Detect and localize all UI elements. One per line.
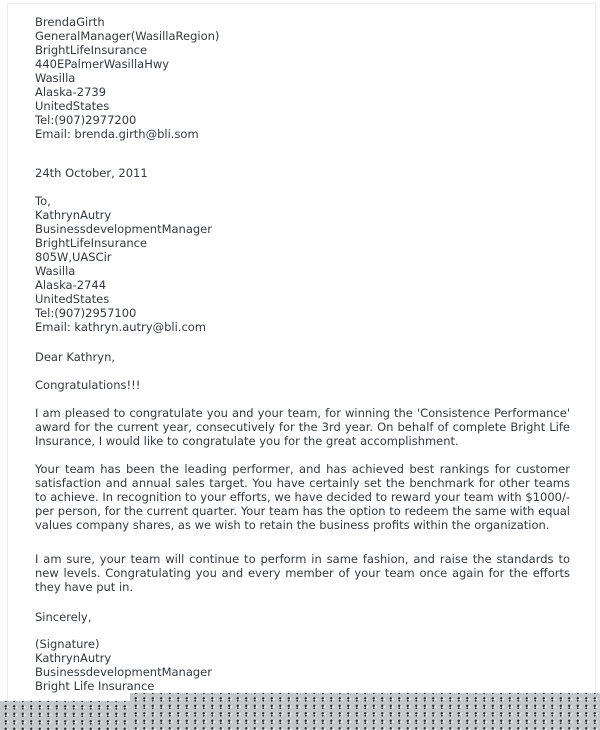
sender-phone: Tel:(907)2977200 xyxy=(35,113,137,127)
body-paragraph-3: I am sure, your team will continue to perform in same fashion, and raise the standards to new levels. Congratulating you and every member of your team once again for the efforts they have put in. xyxy=(35,552,570,594)
recipient-phone: Tel:(907)2957100 xyxy=(35,306,137,320)
recipient-address-block xyxy=(35,194,570,334)
recipient-title: BusinessdevelopmentManager xyxy=(35,222,212,236)
sender-company: BrightLifeInsurance xyxy=(35,43,148,57)
recipient-company: BrightLifeInsurance xyxy=(35,236,148,250)
congratulations-line: Congratulations!!! xyxy=(35,378,141,392)
sender-email: Email: brenda.girth@bli.som xyxy=(35,127,199,141)
recipient-to-label: To, xyxy=(35,194,51,208)
sender-street: 440EPalmerWasillaHwy xyxy=(35,57,170,71)
sender-address-block xyxy=(35,15,570,141)
recipient-state-zip: Alaska-2744 xyxy=(35,278,107,292)
letter-date: 24th October, 2011 xyxy=(35,166,148,180)
page-border-top xyxy=(7,3,596,4)
recipient-street: 805W,UASCir xyxy=(35,250,112,264)
recipient-city: Wasilla xyxy=(35,264,76,278)
recipient-email: Email: kathryn.autry@bli.com xyxy=(35,320,207,334)
signature-name: KathrynAutry xyxy=(35,651,112,665)
cutoff-dither-pattern-left xyxy=(0,701,130,730)
page-border-left xyxy=(7,3,8,730)
page-border-right xyxy=(595,3,596,730)
body-paragraph-1: I am pleased to congratulate you and your team, for winning the 'Consistence Performance' award for the current year, consecutively for the 3rd year. On behalf of complete Bright Life Insurance, I would like to congratulate you for the great accomplishment. xyxy=(35,406,570,448)
signature-company: Bright Life Insurance xyxy=(35,679,155,693)
sender-city: Wasilla xyxy=(35,71,76,85)
letter-content xyxy=(35,15,570,693)
body-paragraph-2: Your team has been the leading performer, and has achieved best rankings for customer satisfaction and annual sales target. You have certainly set the benchmark for other teams to achieve. In recognition to your efforts, we have decided to reward your team with $1000/- per person, for the current quarter. Your team has the option to redeem the same with equal values company shares, as we wish to retain the business profits within the organization. xyxy=(35,462,570,532)
sender-name: BrendaGirth xyxy=(35,15,105,29)
salutation: Dear Kathryn, xyxy=(35,350,116,364)
sender-state-zip: Alaska-2739 xyxy=(35,85,107,99)
signature-block xyxy=(35,637,570,693)
cutoff-dither-pattern-right xyxy=(130,693,600,730)
recipient-name: KathrynAutry xyxy=(35,208,112,222)
sender-country: UnitedStates xyxy=(35,99,110,113)
closing: Sincerely, xyxy=(35,610,92,624)
signature-title: BusinessdevelopmentManager xyxy=(35,665,212,679)
recipient-country: UnitedStates xyxy=(35,292,110,306)
signature-placeholder: (Signature) xyxy=(35,637,100,651)
sender-title: GeneralManager(WasillaRegion) xyxy=(35,29,220,43)
